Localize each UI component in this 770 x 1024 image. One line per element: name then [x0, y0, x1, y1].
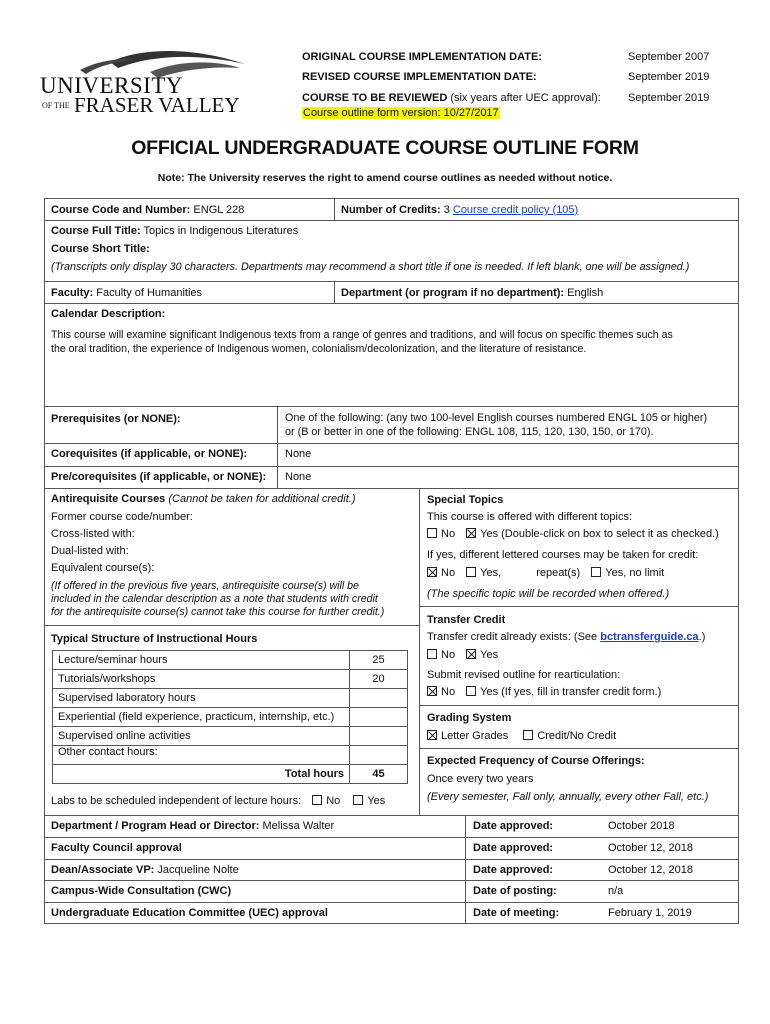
hours-label: Tutorials/workshops — [53, 670, 350, 689]
labs-no-label: No — [326, 795, 341, 807]
review-date-label-group — [302, 92, 601, 104]
approval-row — [51, 907, 328, 920]
date-label: Date of posting: — [473, 885, 557, 897]
frequency-heading: Expected Frequency of Course Offerings: — [427, 755, 645, 767]
transfer-yes-checkbox[interactable] — [466, 649, 476, 659]
date-value[interactable]: n/a — [608, 885, 624, 897]
divider — [465, 815, 466, 924]
rearticulation-choice — [427, 686, 661, 699]
precorequisites-value[interactable]: None — [285, 471, 312, 483]
hours-value[interactable]: 20 — [350, 670, 408, 689]
antirequisite-heading-note: (Cannot be taken for additional credit.) — [168, 493, 356, 505]
page-title: OFFICIAL UNDERGRADUATE COURSE OUTLINE FORM — [131, 137, 639, 159]
faculty-label: Faculty: — [51, 287, 94, 299]
prerequisites-line1[interactable]: One of the following: (any two 100-level English courses numbered ENGL 105 or higher) — [285, 412, 708, 424]
full-title-label: Course Full Title: — [51, 225, 141, 237]
lettered-no-label: No — [441, 567, 456, 579]
labs-yes-checkbox[interactable] — [353, 795, 363, 805]
divider — [44, 443, 739, 444]
transfer-exists — [427, 631, 705, 644]
hours-label: Experiential (field experience, practicum, internship, etc.) — [53, 708, 350, 727]
faculty-value: Faculty of Humanities — [96, 287, 203, 299]
table-row — [53, 651, 408, 670]
frequency-value[interactable]: Once every two years — [427, 773, 534, 785]
credits-field[interactable] — [341, 204, 578, 217]
calendar-label: Calendar Description: — [51, 308, 166, 320]
frequency-note: (Every semester, Fall only, annually, every other Fall, etc.) — [427, 791, 709, 803]
divider — [44, 466, 739, 467]
hours-label: Supervised online activities — [53, 727, 350, 746]
credits-label: Number of Credits: — [341, 204, 441, 216]
corequisites-value[interactable]: None — [285, 448, 312, 460]
special-topics-choice — [427, 528, 719, 541]
table-row — [53, 689, 408, 708]
date-label: Date approved: — [473, 842, 554, 854]
table-row — [53, 708, 408, 727]
short-title-label[interactable]: Course Short Title: — [51, 243, 150, 255]
labs-question-label: Labs to be scheduled independent of lecture hours: — [51, 795, 302, 807]
department-label: Department (or program if no department): — [341, 287, 565, 299]
course-code-label: Course Code and Number: — [51, 204, 191, 216]
date-value[interactable]: February 1, 2019 — [608, 907, 692, 919]
divider — [44, 220, 739, 221]
revised-date-row — [302, 71, 712, 89]
university-logo — [40, 48, 250, 120]
lettered-yes-checkbox[interactable] — [466, 567, 476, 577]
approval-label: Campus-Wide Consultation (CWC) — [51, 885, 232, 897]
precorequisites-label: Pre/corequisites (if applicable, or NONE): — [51, 471, 267, 483]
antirequisite-heading-text: Antirequisite Courses — [51, 493, 166, 505]
grading-choice — [427, 730, 616, 743]
transfer-exists-choice — [427, 649, 498, 662]
approval-row — [51, 820, 334, 833]
logo-of-the-text: OF THE — [42, 101, 70, 110]
topic-recorded-note: (The specific topic will be recorded when offered.) — [427, 588, 670, 600]
divider — [334, 281, 335, 303]
logo-university-text: UNIVERSITY — [40, 73, 183, 98]
transfer-exists-prefix: Transfer credit already exists: (See — [427, 631, 601, 643]
hours-label: Other contact hours: — [53, 746, 350, 765]
date-value[interactable]: October 12, 2018 — [608, 864, 694, 876]
date-value[interactable]: October 12, 2018 — [608, 842, 694, 854]
table-row — [53, 746, 408, 765]
approval-row — [51, 864, 239, 877]
approval-label: Undergraduate Education Committee (UEC) approval — [51, 907, 328, 919]
no-limit-label: Yes, no limit — [605, 567, 665, 579]
special-topics-offered: This course is offered with different topics: — [427, 511, 633, 523]
review-date-suffix: (six years after UEC approval): — [450, 92, 601, 104]
calendar-description-line2: the oral tradition, the experience of Indigenous women, colonialism/decolonization, and the literature of resistance. — [51, 343, 587, 355]
logo-fraser-valley-text: FRASER VALLEY — [74, 93, 240, 117]
divider — [44, 488, 739, 489]
prerequisites-line2[interactable]: or (B or better in one of the following: ENGL 108, 115, 120, 130, 150, or 170). — [285, 426, 654, 438]
date-value[interactable]: October 2018 — [608, 820, 675, 832]
hours-label: Supervised laboratory hours — [53, 689, 350, 708]
letter-grades-checkbox[interactable] — [427, 730, 437, 740]
rearticulation-no-checkbox[interactable] — [427, 686, 437, 696]
lettered-courses-choice — [427, 567, 664, 580]
department-value: English — [567, 287, 604, 299]
credit-no-credit-checkbox[interactable] — [523, 730, 533, 740]
credit-no-credit-label: Credit/No Credit — [537, 730, 617, 742]
transfer-credit-heading: Transfer Credit — [427, 614, 506, 626]
rearticulation-yes-label: Yes (If yes, fill in transfer credit form.) — [480, 686, 662, 698]
divider — [44, 625, 419, 626]
rearticulation-yes-checkbox[interactable] — [466, 686, 476, 696]
repeats-label: repeat(s) — [536, 567, 581, 579]
labs-yes-label: Yes — [367, 795, 386, 807]
approval-value[interactable]: Jacqueline Nolte — [157, 864, 239, 876]
table-row — [53, 765, 408, 784]
hours-label: Lecture/seminar hours — [53, 651, 350, 670]
bctransferguide-link[interactable]: bctransferguide.ca — [600, 631, 699, 643]
divider — [44, 859, 739, 860]
prerequisites-label: Prerequisites (or NONE): — [51, 413, 181, 425]
labs-question — [51, 795, 385, 808]
divider — [44, 880, 739, 881]
credit-policy-link[interactable]: Course credit policy (105) — [452, 204, 579, 216]
transfer-yes-label: Yes — [480, 649, 499, 661]
divider — [44, 837, 739, 838]
amend-note: Note: The University reserves the right to amend course outlines as needed without notice. — [157, 172, 613, 184]
faculty-field[interactable] — [51, 287, 202, 300]
approval-label: Faculty Council approval — [51, 842, 182, 854]
original-date-value: September 2007 — [628, 51, 710, 63]
approval-row — [51, 842, 182, 855]
hours-value[interactable]: 25 — [350, 651, 408, 670]
full-title-field[interactable] — [51, 225, 298, 238]
corequisites-label: Corequisites (if applicable, or NONE): — [51, 448, 248, 460]
labs-no-checkbox[interactable] — [312, 795, 322, 805]
hours-value[interactable] — [350, 727, 408, 746]
review-date-value: September 2019 — [628, 92, 710, 104]
dual-listed-field[interactable]: Dual-listed with: — [51, 545, 129, 557]
divider — [419, 748, 739, 749]
topics-no-checkbox[interactable] — [427, 528, 437, 538]
transfer-no-label: No — [441, 649, 456, 661]
topics-no-label: No — [441, 528, 456, 540]
approval-row — [51, 885, 231, 898]
transcript-note: (Transcripts only display 30 characters. Departments may recommend a short title if one is needed. If left blank, one will be assigned.) — [51, 261, 690, 273]
date-label: Date approved: — [473, 864, 554, 876]
antirequisite-note-line3: for the antirequisite course(s) cannot take this course for further credit.) — [51, 606, 385, 618]
table-row — [53, 670, 408, 689]
credits-value: 3 — [443, 204, 450, 216]
revised-date-value: September 2019 — [628, 71, 710, 83]
hours-value[interactable] — [350, 746, 408, 765]
divider — [334, 198, 335, 220]
former-course-field[interactable]: Former course code/number: — [51, 511, 193, 523]
letter-grades-label: Letter Grades — [441, 730, 509, 742]
course-code-value: ENGL 228 — [193, 204, 245, 216]
approval-label: Dean/Associate VP: — [51, 864, 155, 876]
topics-yes-checkbox[interactable] — [466, 528, 476, 538]
divider — [44, 406, 739, 407]
divider — [277, 406, 278, 488]
lettered-courses: If yes, different lettered courses may be taken for credit: — [427, 549, 699, 561]
rearticulation: Submit revised outline for rearticulation: — [427, 669, 621, 681]
approval-label: Department / Program Head or Director: — [51, 820, 260, 832]
approval-value[interactable]: Melissa Walter — [262, 820, 335, 832]
antirequisite-note-line2: included in the calendar description as a note that students with credit — [51, 593, 378, 605]
original-date-label: ORIGINAL COURSE IMPLEMENTATION DATE: — [302, 51, 542, 63]
cross-listed-field[interactable]: Cross-listed with: — [51, 528, 135, 540]
antirequisite-note-line1: (If offered in the previous five years, antirequisite course(s) will be — [51, 580, 359, 592]
revised-date-label: REVISED COURSE IMPLEMENTATION DATE: — [302, 71, 537, 83]
total-hours-value[interactable]: 45 — [350, 765, 408, 784]
special-topics-heading: Special Topics — [427, 494, 504, 506]
divider — [44, 815, 739, 816]
divider — [44, 281, 739, 282]
topics-yes-label: Yes (Double-click on box to select it as checked.) — [480, 528, 719, 540]
hours-heading: Typical Structure of Instructional Hours — [51, 633, 258, 645]
divider — [419, 705, 739, 706]
hours-value[interactable] — [350, 708, 408, 727]
divider — [419, 606, 739, 607]
original-date-row — [302, 51, 712, 69]
lettered-yes-label: Yes, — [480, 567, 502, 579]
hours-table — [52, 650, 408, 784]
lettered-no-checkbox[interactable] — [427, 567, 437, 577]
course-code-field[interactable] — [51, 204, 244, 217]
department-field[interactable] — [341, 287, 603, 300]
rearticulation-no-label: No — [441, 686, 456, 698]
antirequisite-heading — [51, 493, 355, 506]
date-label: Date approved: — [473, 820, 554, 832]
table-row — [53, 727, 408, 746]
equivalent-courses-field[interactable]: Equivalent course(s): — [51, 562, 155, 574]
grading-heading: Grading System — [427, 712, 512, 724]
calendar-description-line1: This course will examine significant Indigenous texts from a range of genres and traditions, and will focus on specific themes such as — [51, 329, 673, 341]
hours-value[interactable] — [350, 689, 408, 708]
form-version: Course outline form version: 10/27/2017 — [303, 107, 499, 119]
no-limit-checkbox[interactable] — [591, 567, 601, 577]
transfer-exists-suffix: .) — [698, 631, 706, 643]
total-hours-label: Total hours — [53, 765, 350, 784]
divider — [44, 902, 739, 903]
date-label: Date of meeting: — [473, 907, 560, 919]
divider — [44, 303, 739, 304]
transfer-no-checkbox[interactable] — [427, 649, 437, 659]
full-title-value: Topics in Indigenous Literatures — [143, 225, 299, 237]
review-date-label: COURSE TO BE REVIEWED — [302, 92, 448, 104]
divider — [419, 488, 420, 815]
